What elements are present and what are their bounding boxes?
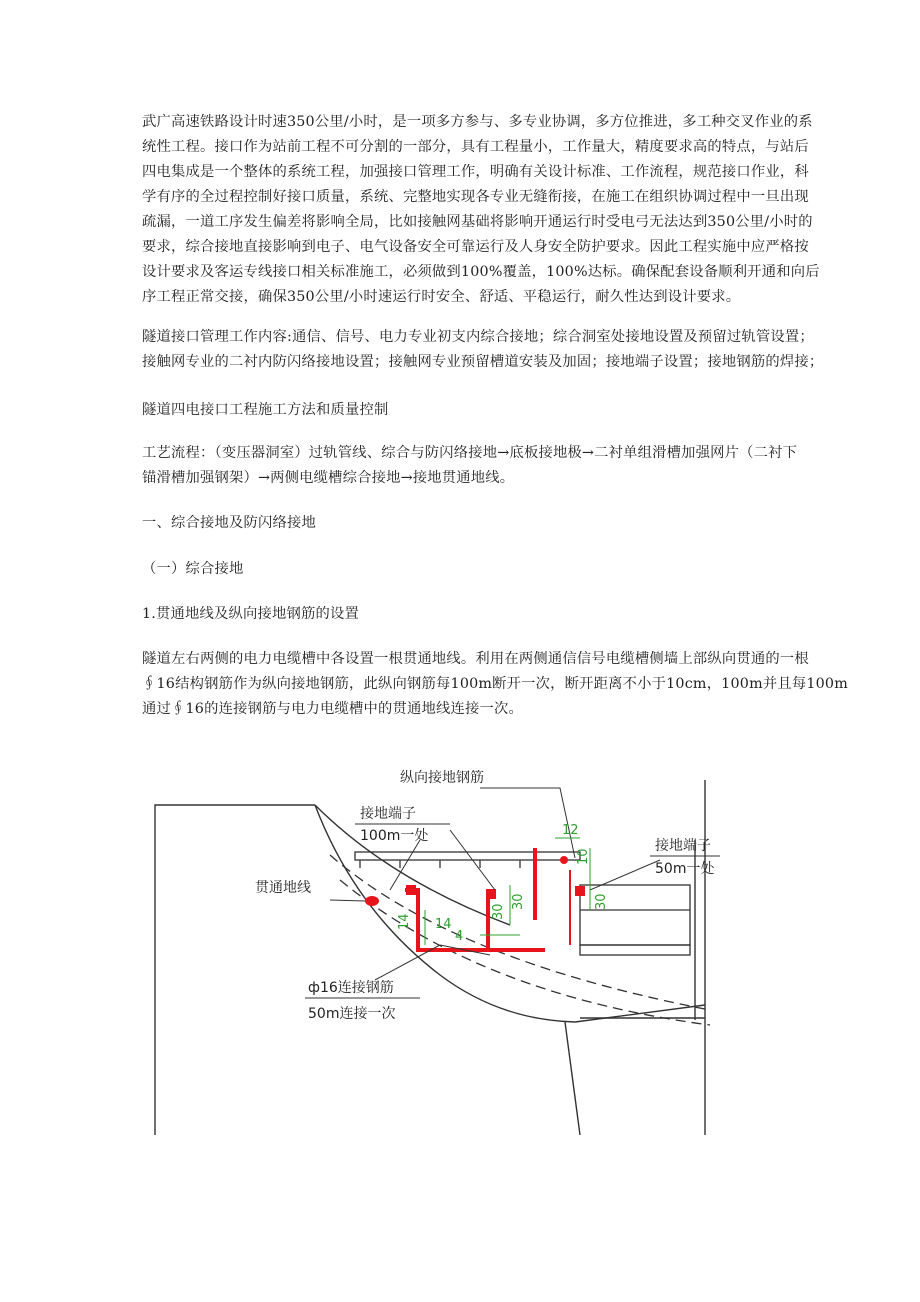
text-line: 接触网专业的二衬内防闪络接地设置；接触网专业预留槽道安装及加固；接地端子设置；接地钢筋的焊接； xyxy=(142,354,824,370)
text-line: 工艺流程：（变压器洞室）过轨管线、综合与防闪络接地→底板接地极→二衬单组滑槽加强网片（二衬下 xyxy=(142,445,798,461)
text-line: 要求，综合接地直接影响到电子、电气设备安全可靠运行及人身安全防护要求。因此工程实施中应严格按 xyxy=(142,239,809,255)
dim-label: 14 xyxy=(435,917,452,932)
paragraph-intro xyxy=(142,110,820,310)
label-connection-spacing: 50m连接一次 xyxy=(308,1006,396,1022)
label-connection-rebar: ф16连接钢筋 xyxy=(308,980,394,996)
paragraph-management-content xyxy=(142,325,824,375)
dimension-labels xyxy=(397,823,609,944)
text-line: 统性工程。接口作为站前工程不可分割的一部分，具有工程量小，工作量大，精度要求高的特点，与站后 xyxy=(142,139,809,155)
heading-level-3 xyxy=(142,602,787,627)
terminal-markers xyxy=(406,856,585,899)
dim-label: 10 xyxy=(576,848,591,865)
text-line: 一、综合接地及防闪络接地 xyxy=(142,515,316,531)
dim-label: 30 xyxy=(594,893,609,910)
dim-label: 30 xyxy=(511,893,526,910)
dim-label: 14 xyxy=(397,913,412,930)
heading-level-2 xyxy=(142,557,787,582)
text-line: 通过∮16的连接钢筋与电力电缆槽中的贯通地线连接一次。 xyxy=(142,701,524,717)
text-line: 四电集成是一个整体的系统工程，加强接口管理工作，明确有关设计标准、工作流程，规范接口作业，科 xyxy=(142,164,809,180)
paragraph-process-flow xyxy=(142,441,798,491)
label-terminal-right-spacing: 50m一处 xyxy=(655,861,715,877)
text-line: 学有序的全过程控制好接口质量，系统、完整地实现各专业无缝衔接，在施工在组织协调过程中一旦出现 xyxy=(142,189,809,205)
dim-label: 30 xyxy=(491,903,506,920)
label-longitudinal-rebar: 纵向接地钢筋 xyxy=(400,770,484,786)
tunnel-outline xyxy=(155,780,705,1135)
text-line: 序工程正常交接，确保350公里/小时速运行时安全、舒适、平稳运行，耐久性达到设计要求。 xyxy=(142,289,741,305)
dim-label: 4 xyxy=(455,929,464,944)
grounding-diagram xyxy=(150,760,720,1140)
text-line: 武广高速铁路设计时速350公里/小时，是一项多方参与、多专业协调，多方位推进，多工种交叉作业的系 xyxy=(142,114,813,130)
text-line: 锚滑槽加强钢架）→两侧电缆槽综合接地→接地贯通地线。 xyxy=(142,470,515,486)
text-line: 隧道接口管理工作内容:通信、信号、电力专业初支内综合接地；综合洞室处接地设置及预留过轨管设置； xyxy=(142,329,814,345)
label-through-wire: 贯通地线 xyxy=(255,880,311,896)
text-line: 疏漏，一道工序发生偏差将影响全局，比如接触网基础将影响开通运行时受电弓无法达到350公里/小时的 xyxy=(142,214,813,230)
paragraph-through-wire xyxy=(142,647,848,722)
label-terminal-right: 接地端子 xyxy=(655,838,711,854)
text-line: 隧道左右两侧的电力电缆槽中各设置一根贯通地线。利用在两侧通信信号电缆槽侧墙上部纵向贯通的一根 xyxy=(142,651,809,667)
label-terminal-left: 接地端子 xyxy=(360,806,416,822)
dim-label: 12 xyxy=(562,823,579,838)
label-terminal-left-spacing: 100m一处 xyxy=(360,828,429,844)
text-line: 隧道四电接口工程施工方法和质量控制 xyxy=(142,402,389,418)
text-line: ∮16结构钢筋作为纵向接地钢筋，此纵向钢筋每100m断开一次，断开距离不小于10cm，100m并且每100m xyxy=(142,676,848,692)
text-line: 1.贯通地线及纵向接地钢筋的设置 xyxy=(142,606,359,622)
heading-level-1 xyxy=(142,511,787,536)
text-line: （一）综合接地 xyxy=(142,561,244,577)
through-wire-marker xyxy=(365,896,379,906)
text-line: 设计要求及客运专线接口相关标准施工，必须做到100%覆盖，100%达标。确保配套设备顺利开通和向后 xyxy=(142,264,820,280)
dashed-arch-lines xyxy=(330,855,710,1025)
section-heading xyxy=(142,398,787,423)
